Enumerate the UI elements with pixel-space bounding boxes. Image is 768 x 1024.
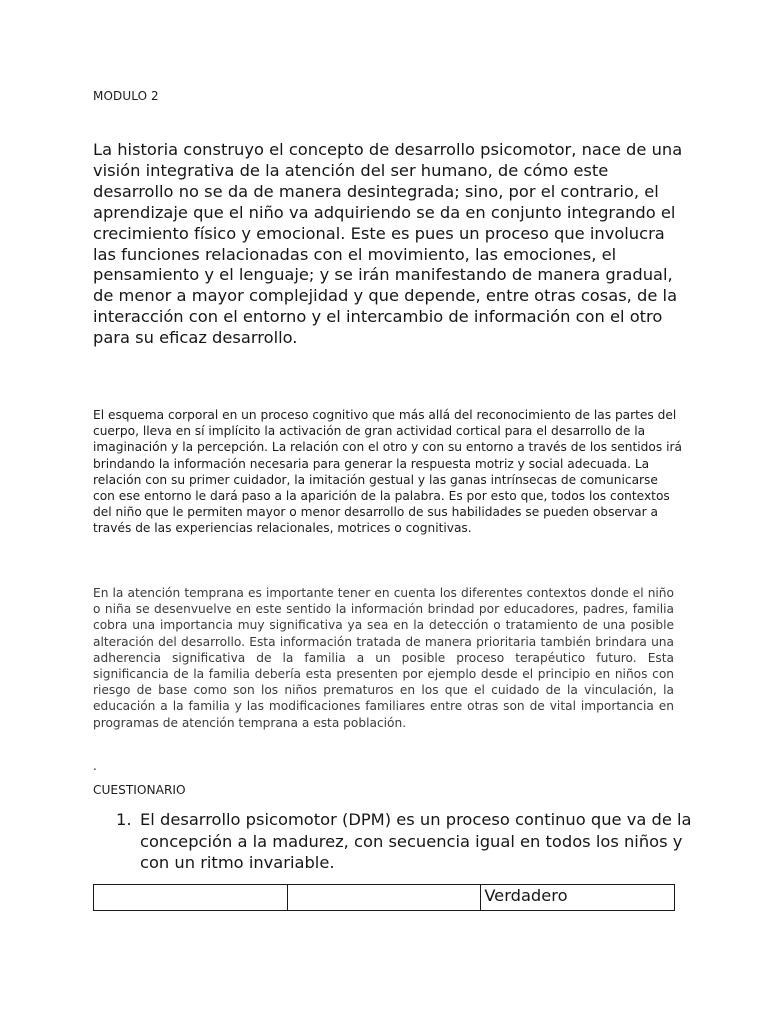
module-title: MODULO 2 xyxy=(93,89,159,103)
question-text: El desarrollo psicomotor (DPM) es un proceso continuo que va de la concepción a la madurez, con secuencia igual en todos los niños y con un ritmo invariable. xyxy=(140,810,692,872)
body-schema-paragraph: El esquema corporal en un proceso cognitivo que más allá del reconocimiento de las partes del cuerpo, lleva en sí implícito la activación de gran actividad cortical para el desarrollo de la imaginación y la percepción. La relación con el otro y con su entorno a través de los sentidos irá brindando la información necesaria para generar la respuesta motriz y social adecuada. La relación con su primer cuidador, la imitación gestual y las ganas intrínsecas de comunicarse con ese entorno le dará paso a la aparición de la palabra. Es por esto que, todos los contextos del niño que le permiten mayor o menor desarrollo de sus habilidades se pueden observar a través de las experiencias relacionales, motrices o cognitivas. xyxy=(93,408,682,536)
question-1 xyxy=(116,809,696,874)
early-attention-paragraph: En la atención temprana es importante tener en cuenta los diferentes contextos donde el niño o niña se desenvuelve en este sentido la información brindad por educadores, padres, familia cobra una importancia muy significativa ya sea en la detección o tratamiento de una posible alteración del desarrollo. Esta información tratada de manera prioritaria también brindara una adherencia significativa de la familia a un posible proceso terapéutico futuro. Esta significancia de la familia debería esta presenten por ejemplo desde el principio en niños con riesgo de base como son los niños prematuros en los que el cuidado de la vinculación, la educación a la familia y las modificaciones familiares entre otras son de vital importancia en programas de atención temprana a esta población. xyxy=(93,586,674,730)
question-number: 1. xyxy=(116,810,132,829)
questionnaire-heading: CUESTIONARIO xyxy=(93,783,186,797)
answer-cell-verdadero[interactable]: Verdadero xyxy=(481,885,675,911)
answer-table xyxy=(93,884,675,911)
intro-paragraph: La historia construyo el concepto de desarrollo psicomotor, nace de una visión integrativa de la atención del ser humano, de cómo este desarrollo no se da de manera desintegrada; sino, por el contrario, el aprendizaje que el niño va adquiriendo se da en conjunto integrando el crecimiento físico y emocional. Este es pues un proceso que involucra las funciones relacionadas con el movimiento, las emociones, el pensamiento y el lenguaje; y se irán manifestando de manera gradual, de menor a mayor complejidad y que depende, entre otras cosas, de la interacción con el entorno y el intercambio de información con el otro para su eficaz desarrollo. xyxy=(93,140,683,348)
separator-dot: . xyxy=(93,759,97,773)
answer-cell-1[interactable] xyxy=(94,885,288,911)
answer-cell-2[interactable] xyxy=(287,885,481,911)
answer-row xyxy=(94,885,675,911)
